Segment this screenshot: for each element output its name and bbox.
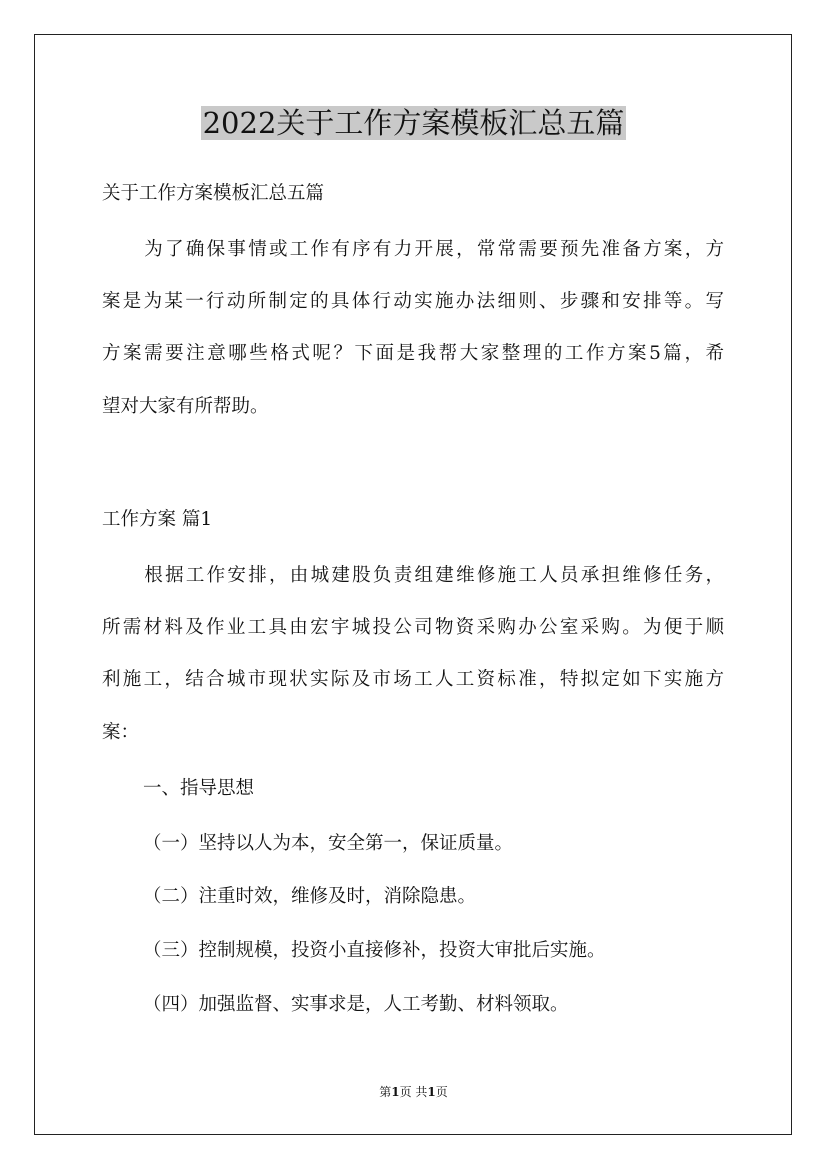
- current-page-number: 1: [391, 1085, 400, 1099]
- list-item: （三）控制规模，投资小直接修补，投资大审批后实施。: [143, 940, 606, 961]
- page-footer: 第1页 共1页: [379, 1085, 448, 1099]
- section-heading: 工作方案 篇1: [102, 509, 213, 530]
- intro-line-3: 方案需要注意哪些格式呢？下面是我帮大家整理的工作方案5篇，希: [102, 343, 724, 364]
- list-item: （二）注重时效，维修及时，消除隐患。: [143, 886, 477, 907]
- section-subheading: 一、指导思想: [143, 778, 255, 799]
- section-para-line-4: 案：: [102, 722, 140, 743]
- section-para-line-3: 利施工，结合城市现状实际及市场工人工资标准，特拟定如下实施方: [102, 669, 724, 690]
- subtitle: 关于工作方案模板汇总五篇: [102, 183, 325, 204]
- intro-line-4: 望对大家有所帮助。: [102, 396, 269, 417]
- document-title: [0, 103, 827, 143]
- document-title-text: 2022关于工作方案模板汇总五篇: [202, 106, 625, 140]
- section-para-line-2: 所需材料及作业工具由宏宇城投公司物资采购办公室采购。为便于顺: [102, 617, 724, 638]
- section-para-line-1: 根据工作安排，由城建股负责组建维修施工人员承担维修任务，: [142, 565, 724, 586]
- intro-line-2: 案是为某一行动所制定的具体行动实施办法细则、步骤和安排等。写: [102, 291, 724, 312]
- total-page-number: 1: [427, 1085, 436, 1099]
- list-item: （一）坚持以人为本，安全第一，保证质量。: [143, 833, 514, 854]
- intro-line-1: 为了确保事情或工作有序有力开展，常常需要预先准备方案，方: [142, 239, 724, 260]
- list-item: （四）加强监督、实事求是，人工考勤、材料领取。: [143, 994, 569, 1015]
